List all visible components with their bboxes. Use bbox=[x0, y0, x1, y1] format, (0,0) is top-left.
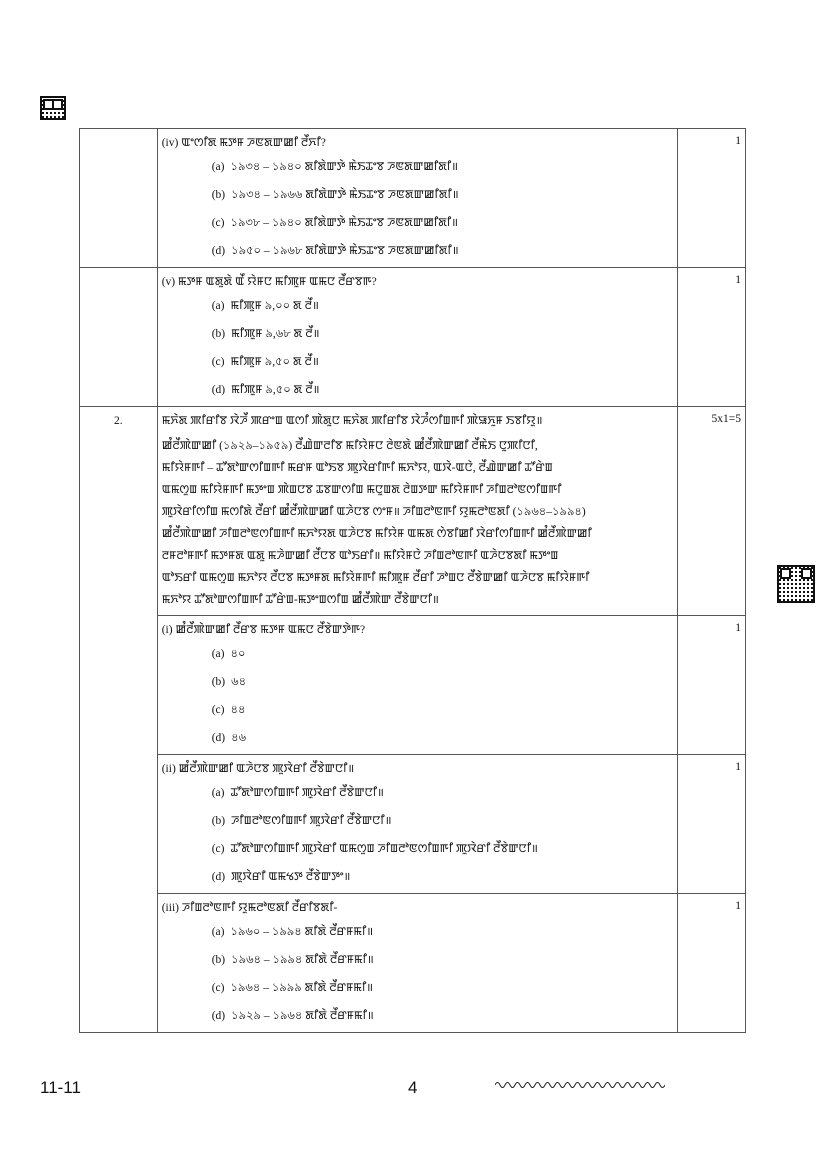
question-text: (i) ꯀꯪꯂꯩꯄꯥꯛꯀꯤ ꯂꯩꯔꯕ ꯃꯇꯝ ꯑꯃꯅ ꯂꯩꯕꯥꯛꯇꯥꯒ? bbox=[161, 624, 366, 636]
option-label: (b) bbox=[211, 954, 226, 966]
table-row bbox=[80, 755, 746, 894]
table-row bbox=[80, 129, 746, 268]
question-table bbox=[79, 128, 746, 1033]
option bbox=[212, 326, 673, 342]
option bbox=[212, 869, 673, 885]
option-text: ꯊꯧꯗꯣꯛꯁꯤꯡꯒꯤ ꯄꯨꯋꯥꯔꯤ ꯂꯩꯕꯥꯛꯅꯤ॥ bbox=[230, 787, 384, 799]
option-text: ꯃꯤꯄꯨꯝ ৯,৬৮ ꯗ ꯂꯩ॥ bbox=[231, 328, 320, 340]
option-text: ৪০ bbox=[230, 648, 246, 660]
passage-line: ꯑꯣꯏꯔꯤ ꯑꯃꯁꯨꯡ ꯃꯈꯣꯌ ꯂꯩꯅꯕ ꯃꯇꯝꯗ ꯃꯤꯌꯥꯝꯒꯤ ꯃꯤꯄꯨꯝ ꯂꯩꯔꯤ ꯍꯣꯡꯅ ꯂꯩꯕꯥꯛꯀꯤ ꯑꯍꯥꯅꯕ ꯃꯤꯌꯥꯝꯒꯤ bbox=[161, 572, 590, 584]
question-2-iii bbox=[157, 894, 677, 1033]
question-number-cell bbox=[80, 268, 158, 407]
option-label: (b) bbox=[211, 676, 226, 688]
table-row bbox=[80, 407, 746, 616]
option-text: ১৯৩৪ – ১৯৪০ ꯗꯤꯗꯥꯛꯇꯥ ꯃꯥꯏꯊꯦꯕ ꯍꯟꯗꯛꯀꯤꯗꯤ॥ bbox=[230, 161, 459, 173]
marks-cell: 1 bbox=[678, 268, 746, 407]
marks-cell: 1 bbox=[678, 755, 746, 894]
option bbox=[212, 243, 673, 259]
marks-cell: 5x1=5 bbox=[678, 407, 746, 616]
option-label: (c) bbox=[211, 982, 225, 994]
option bbox=[212, 841, 673, 857]
option bbox=[212, 952, 673, 968]
question-number-cell bbox=[80, 129, 158, 268]
option-label: (d) bbox=[211, 871, 226, 883]
paper-code: 11-11 bbox=[40, 1078, 81, 1097]
option bbox=[212, 382, 673, 398]
passage-line: ꯀꯪꯂꯩꯄꯥꯛꯀꯤ ꯍꯤꯡꯂꯣꯟꯁꯤꯡꯒꯤ ꯃꯈꯣꯌꯗ ꯑꯍꯥꯅꯕ ꯃꯤꯌꯥꯝ ꯑꯃꯗ ꯁꯥꯕꯤꯀꯤ ꯋꯥꯔꯤꯁꯤꯡꯒꯤ ꯀꯪꯂꯩꯄꯥꯛꯀꯤ bbox=[161, 528, 592, 540]
option-text: ১৯৬৪ – ১৯৯৪ ꯗꯤꯗꯥ ꯂꯩꯔꯝꯃꯤ॥ bbox=[231, 954, 374, 966]
table-row bbox=[80, 894, 746, 1033]
option bbox=[212, 702, 673, 718]
marks-cell: 1 bbox=[678, 894, 746, 1033]
option-label: (c) bbox=[211, 704, 225, 716]
option bbox=[212, 813, 673, 829]
option-label: (a) bbox=[211, 300, 225, 312]
table-row bbox=[80, 616, 746, 755]
option-label: (b) bbox=[211, 815, 226, 827]
option-label: (a) bbox=[211, 926, 225, 938]
option-text: ꯃꯤꯄꯨꯝ ৯,০০ ꯗ ꯂꯩ॥ bbox=[230, 300, 319, 312]
option-text: ১৯২৯ – ১৯৬৪ ꯗꯤꯗꯥ ꯂꯩꯔꯝꯃꯤ॥ bbox=[231, 1010, 374, 1022]
option-text: ৪৬ bbox=[231, 732, 247, 744]
option-text: ৪৪ bbox=[230, 704, 246, 716]
option-label: (a) bbox=[211, 161, 225, 173]
option bbox=[212, 785, 673, 801]
option bbox=[212, 980, 673, 996]
marks-cell: 1 bbox=[678, 129, 746, 268]
option-text: ꯊꯧꯗꯣꯛꯁꯤꯡꯒꯤ ꯄꯨꯋꯥꯔꯤ ꯑꯃꯁꯨꯡ ꯍꯤꯡꯂꯣꯟꯁꯤꯡꯒꯤ ꯄꯨꯋꯥꯔꯤ ꯂꯩꯕꯥꯛꯅꯤ॥ bbox=[230, 843, 538, 855]
option-text: ꯄꯨꯋꯥꯔꯤ ꯑꯃꯠꯇ ꯂꯩꯕꯥꯛꯇꯦ॥ bbox=[231, 871, 351, 883]
option bbox=[212, 730, 673, 746]
passage-line: ꯃꯈꯣꯌ ꯊꯧꯗꯣꯛꯁꯤꯡꯒꯤ ꯊꯧꯔꯥꯡ-ꯃꯇꯦꯡꯁꯤꯡ ꯀꯪꯂꯩꯄꯥꯛ ꯂꯩꯕꯥꯛꯅꯤ॥ bbox=[161, 594, 439, 606]
passage-instruction: ꯃꯈꯥꯗ ꯄꯤꯔꯤꯕ ꯋꯥꯍꯩ ꯄꯔꯦꯡ ꯑꯁꯤ ꯄꯥꯗꯨꯅ ꯃꯈꯥꯗ ꯄꯤꯔꯤꯕ ꯋꯥꯍꯪꯁꯤꯡꯒꯤ ꯄꯥꯎꯈꯨꯝ ꯏꯕꯤꯌꯨ॥ bbox=[161, 415, 543, 427]
option-text: ১৯৩৮ – ১৯৪০ ꯗꯤꯗꯥꯛꯇꯥ ꯃꯥꯏꯊꯦꯕ ꯍꯟꯗꯛꯀꯤꯗꯤ॥ bbox=[230, 217, 459, 229]
option-text: ৬৪ bbox=[231, 676, 247, 688]
option-text: ১৯৫০ – ১৯৬৮ ꯗꯤꯗꯥꯛꯇꯥ ꯃꯥꯏꯊꯦꯕ ꯍꯟꯗꯛꯀꯤꯗꯤ॥ bbox=[231, 245, 459, 257]
option-label: (a) bbox=[211, 787, 225, 799]
option bbox=[212, 924, 673, 940]
option-label: (d) bbox=[211, 384, 226, 396]
option bbox=[212, 354, 673, 370]
question-v bbox=[157, 268, 677, 407]
passage-line: ꯀꯪꯂꯩꯄꯥꯛꯀꯤ (১৯২৯–১৯৫৯) ꯂꯩꯉꯥꯛꯂꯤꯕ ꯃꯤꯌꯥꯝꯅ ꯂꯥꯟꯗꯥ ꯀꯪꯂꯩꯄꯥꯛꯀꯤ ꯂꯩꯃꯥꯏ ꯅꯨꯄꯤꯅꯤ, bbox=[161, 440, 538, 452]
option bbox=[212, 674, 673, 690]
option-text: ꯍꯤꯡꯂꯣꯟꯁꯤꯡꯒꯤ ꯄꯨꯋꯥꯔꯤ ꯂꯩꯕꯥꯛꯅꯤ॥ bbox=[231, 815, 392, 827]
table-row bbox=[80, 268, 746, 407]
option-label: (d) bbox=[211, 245, 226, 257]
passage-line: ꯑꯃꯁꯨꯡ ꯃꯤꯌꯥꯝꯒꯤ ꯃꯇꯦꯡ ꯄꯥꯡꯅꯕ ꯊꯕꯛꯁꯤꯡ ꯃꯅꯨꯡꯗ ꯂꯥꯡꯇꯛ ꯃꯤꯌꯥꯝꯒꯤ ꯍꯤꯡꯂꯣꯟꯁꯤꯡꯒꯤ bbox=[161, 484, 562, 496]
wavy-line-icon bbox=[495, 1080, 665, 1090]
option-label: (c) bbox=[211, 356, 225, 368]
option-label: (d) bbox=[211, 1010, 226, 1022]
passage-block bbox=[157, 407, 677, 616]
question-iv bbox=[157, 129, 677, 268]
option-label: (c) bbox=[211, 843, 225, 855]
option-label: (b) bbox=[211, 328, 226, 340]
option-text: ১৯৩৪ – ১৯৬৬ ꯗꯤꯗꯥꯛꯇꯥ ꯃꯥꯏꯊꯦꯕ ꯍꯟꯗꯛꯀꯤꯗꯤ॥ bbox=[231, 189, 459, 201]
question-number-cell: 2. bbox=[80, 407, 158, 1033]
passage-line: ꯂꯝꯂꯣꯝꯒꯤ ꯃꯇꯝꯗ ꯑꯗꯨ ꯃꯍꯥꯛꯀꯤ ꯂꯩꯅꯕ ꯑꯣꯏꯔꯤ॥ ꯃꯤꯌꯥꯝꯅꯥ ꯍꯤꯡꯂꯣꯟꯒꯤ ꯑꯍꯥꯅꯕꯗꯤ ꯃꯇꯦꯡ bbox=[161, 550, 559, 562]
passage-text bbox=[162, 435, 673, 611]
option-label: (a) bbox=[211, 648, 225, 660]
page-number: 4 bbox=[408, 1078, 418, 1097]
option bbox=[212, 646, 673, 662]
qr-code-icon bbox=[777, 565, 815, 603]
qr-code-icon bbox=[40, 96, 66, 120]
option-text: ১৯৬৪ – ১৯৯৯ ꯗꯤꯗꯥ ꯂꯩꯔꯝꯃꯤ॥ bbox=[230, 982, 374, 994]
passage-line: ꯃꯤꯌꯥꯝꯒꯤ – ꯊꯧꯗꯣꯛꯁꯤꯡꯒꯤ ꯃꯔꯝ ꯑꯣꯏꯕ ꯄꯨꯋꯥꯔꯤꯒꯤ ꯃꯈꯣꯌ, ꯑꯋꯥ-ꯑꯅꯥ, ꯂꯩꯉꯥꯛꯀꯤ ꯊꯧꯔꯥꯡ bbox=[161, 462, 553, 474]
option-text: ১৯৬০ – ১৯৯৪ ꯗꯤꯗꯥ ꯂꯩꯔꯝꯃꯤ॥ bbox=[230, 926, 374, 938]
option-label: (c) bbox=[211, 217, 225, 229]
option-label: (d) bbox=[211, 732, 226, 744]
question-text: (iv) ꯑꯦꯁꯤꯗ ꯃꯇꯝ ꯍꯟꯗꯛꯀꯤ ꯂꯩꯈꯤ? bbox=[161, 137, 326, 149]
option bbox=[212, 298, 673, 314]
question-text: (iii) ꯍꯤꯡꯂꯣꯟꯒꯤ ꯌꯨꯃꯂꯣꯟꯗꯤ ꯂꯩꯔꯤꯕꯗꯤ- bbox=[161, 902, 338, 914]
question-2-ii bbox=[157, 755, 677, 894]
marks-cell: 1 bbox=[678, 616, 746, 755]
option bbox=[212, 159, 673, 175]
question-text: (v) ꯃꯇꯝ ꯑꯗꯨꯗꯥ ꯑꯩ ꯌꯥꯝꯅ ꯃꯤꯄꯨꯝ ꯑꯃꯅ ꯂꯩꯔꯕꯒ? bbox=[161, 276, 377, 288]
option bbox=[212, 215, 673, 231]
option-text: ꯃꯤꯄꯨꯝ ৯,৫০ ꯗ ꯂꯩ॥ bbox=[230, 356, 319, 368]
option bbox=[212, 187, 673, 203]
question-2-i bbox=[157, 616, 677, 755]
passage-line: ꯄꯨꯋꯥꯔꯤꯁꯤꯡ ꯃꯁꯤꯗꯥ ꯂꯩꯔꯤ ꯀꯪꯂꯩꯄꯥꯛꯀꯤ ꯑꯍꯥꯅꯕ ꯁꯦꯝ॥ ꯍꯤꯡꯂꯣꯟꯒꯤ ꯌꯨꯃꯂꯣꯟꯗꯤ (১৯৬৪–১৯৯৪) bbox=[161, 506, 586, 518]
option-label: (b) bbox=[211, 189, 226, 201]
option-text: ꯃꯤꯄꯨꯝ ৯,৫০ ꯗ ꯂꯩ॥ bbox=[231, 384, 320, 396]
option bbox=[212, 1008, 673, 1024]
question-text: (ii) ꯀꯪꯂꯩꯄꯥꯛꯀꯤ ꯑꯍꯥꯅꯕ ꯄꯨꯋꯥꯔꯤ ꯂꯩꯕꯥꯛꯅꯤ॥ bbox=[161, 763, 355, 775]
